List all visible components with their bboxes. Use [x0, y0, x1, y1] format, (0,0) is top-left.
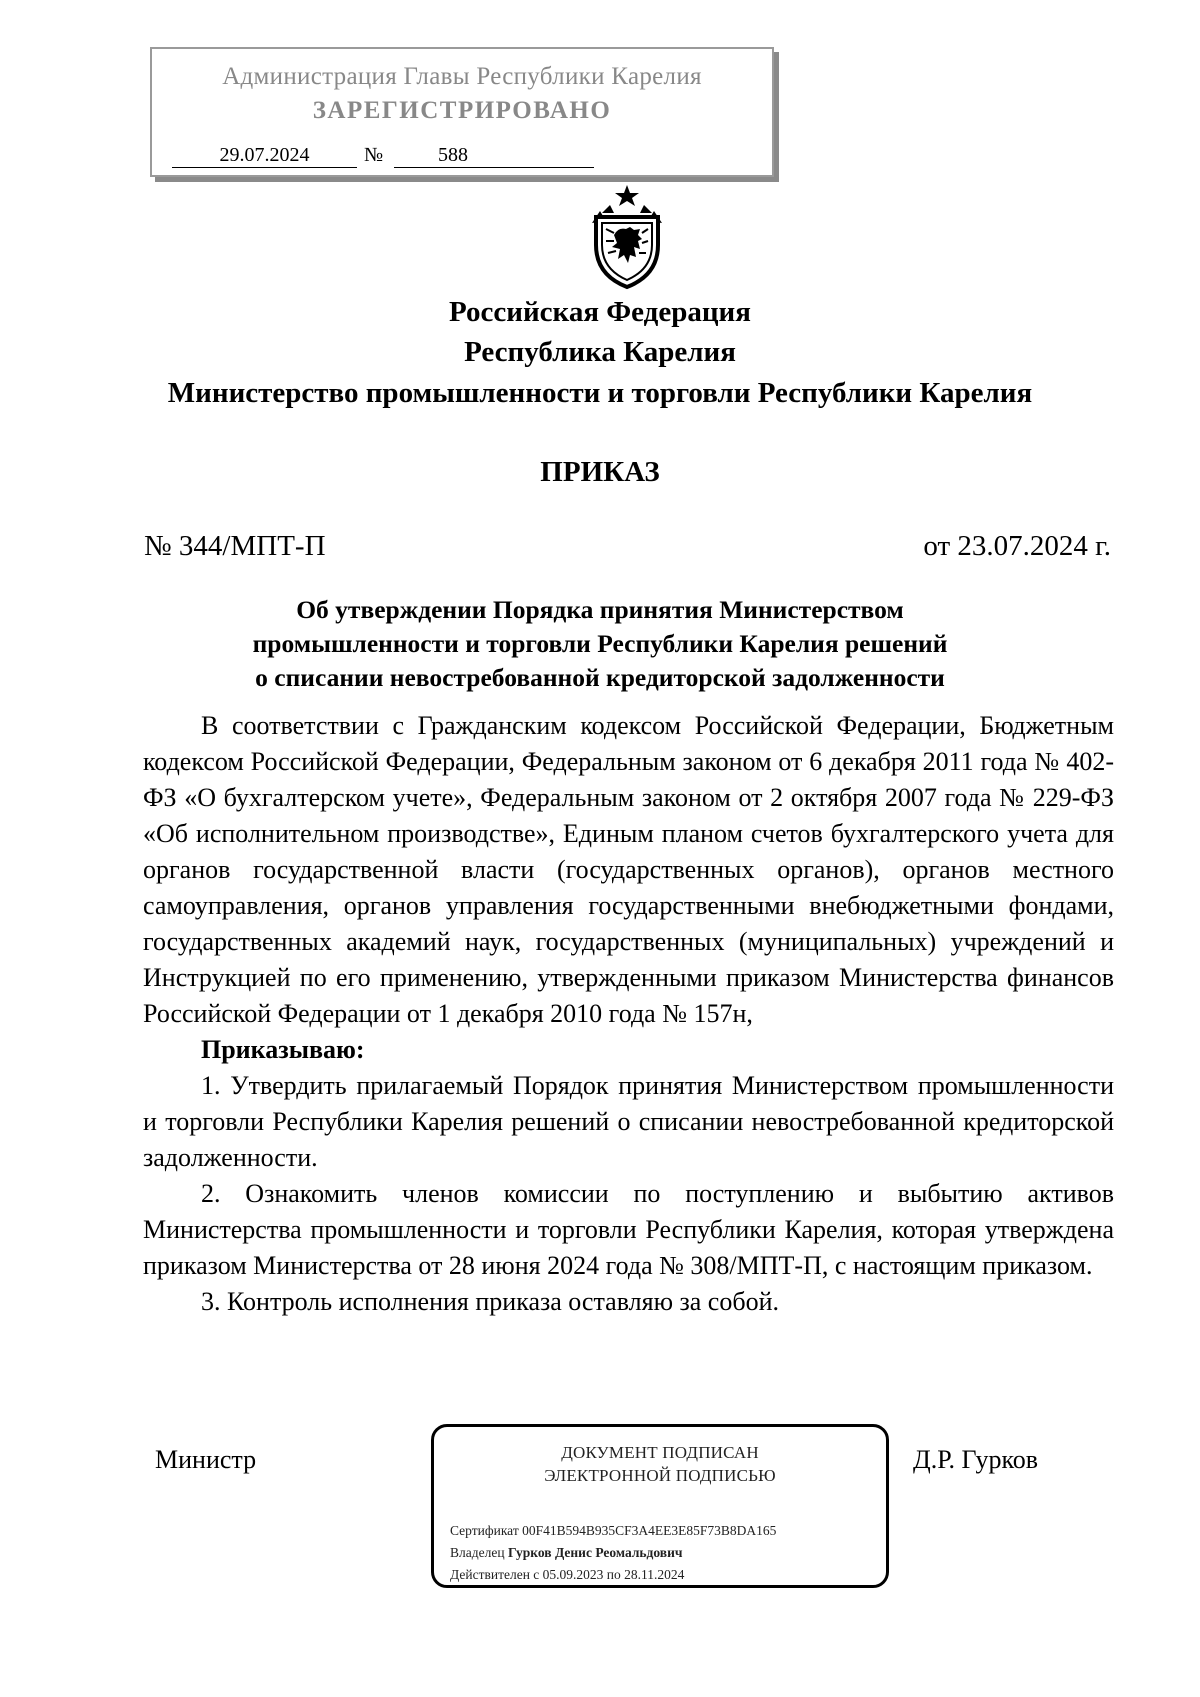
order-item-1: 1. Утвердить прилагаемый Порядок принятия Министерством промышленности и торговли Республики Карелия решений о списании невостребованной кредиторской задолженности. — [143, 1071, 1114, 1172]
preamble-paragraph: В соответствии с Гражданским кодексом Российской Федерации, Бюджетным кодексом Российской Федерации, Федеральным законом от 6 декабря 2011 года № 402-ФЗ «О бухгалтерском учете», Федеральным законом от 2 октября 2007 года № 229-ФЗ «Об исполнительном производстве», Единым планом счетов бухгалтерского учета для органов государственной власти (государственных органов), органов местного самоуправления, органов управления государственными внебюджетными фондами, государственных академий наук, государственных (муниципальных) учреждений и Инструкцией по его применению, утвержденными приказом Министерства финансов Российской Федерации от 1 декабря 2010 года № 157н, — [143, 711, 1114, 1028]
esig-owner-value: Гурков Денис Реомальдович — [507, 1545, 683, 1560]
document-type-title: ПРИКАЗ — [540, 456, 660, 488]
esig-certificate-label: Сертификат — [450, 1523, 519, 1538]
esig-valid-label: Действителен с — [450, 1567, 540, 1582]
order-date: от 23.07.2024 г. — [923, 530, 1111, 562]
order-item-3: 3. Контроль исполнения приказа оставляю за собой. — [201, 1287, 779, 1316]
esig-header — [434, 1441, 886, 1487]
signatory-name: Д.Р. Гурков — [913, 1445, 1039, 1474]
karelia-coat-of-arms-icon — [584, 183, 670, 291]
stamp-number-sign: № — [364, 144, 384, 166]
signatory-title: Министр — [155, 1445, 257, 1474]
order-subject — [150, 593, 1050, 695]
order-word: Приказываю: — [201, 1035, 365, 1064]
registration-stamp — [150, 47, 774, 177]
order-item-2: 2. Ознакомить членов комиссии по поступлению и выбытию активов Министерства промышленности и торговли Республики Карелия, которая утверждена приказом Министерства от 28 июня 2024 года № 308/МПТ-П, с настоящим приказом. — [143, 1179, 1114, 1280]
stamp-date: 29.07.2024 — [172, 143, 357, 168]
electronic-signature-stamp — [431, 1424, 889, 1588]
header-country: Российская Федерация — [449, 296, 751, 328]
esig-valid-from: 05.09.2023 — [542, 1567, 604, 1582]
stamp-organization: Администрация Главы Республики Карелия — [222, 63, 702, 90]
subject-line: о списании невостребованной кредиторской задолженности — [255, 663, 945, 692]
esig-certificate — [450, 1523, 776, 1539]
subject-line: промышленности и торговли Республики Карелия решений — [252, 629, 948, 658]
subject-line: Об утверждении Порядка принятия Министерством — [296, 595, 904, 624]
header-ministry: Министерство промышленности и торговли Республики Карелия — [167, 377, 1033, 409]
esig-owner — [450, 1545, 682, 1561]
esig-valid-to: 28.11.2024 — [624, 1567, 685, 1582]
stamp-number: 588 — [394, 143, 594, 168]
header-region: Республика Карелия — [464, 336, 736, 368]
esig-certificate-value: 00F41B594B935CF3A4EE3E85F73B8DA165 — [522, 1523, 777, 1538]
esig-header-line: ЭЛЕКТРОННОЙ ПОДПИСЬЮ — [544, 1466, 776, 1485]
esig-header-line: ДОКУМЕНТ ПОДПИСАН — [561, 1443, 759, 1462]
order-number: № 344/МПТ-П — [144, 530, 326, 562]
esig-owner-label: Владелец — [450, 1545, 505, 1560]
esig-valid-to-label: по — [606, 1567, 621, 1582]
stamp-status: ЗАРЕГИСТРИРОВАНО — [312, 97, 612, 124]
esig-validity — [450, 1567, 684, 1583]
order-body — [143, 708, 1114, 1320]
